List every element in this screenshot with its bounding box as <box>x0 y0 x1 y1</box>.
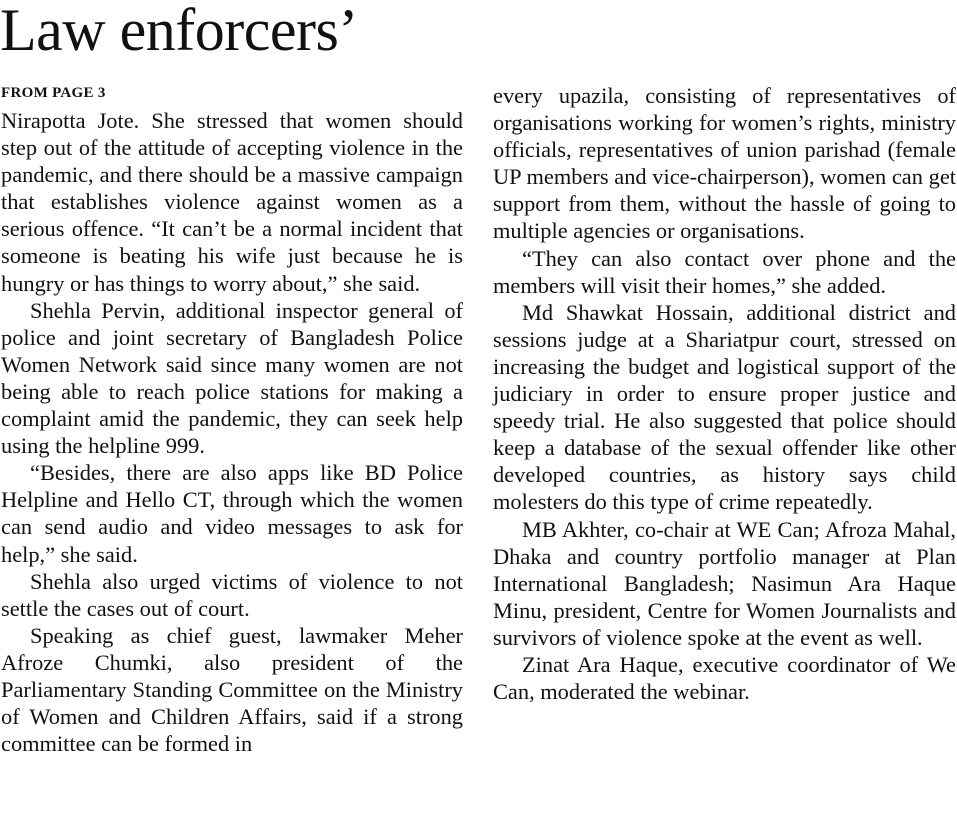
paragraph: Shehla Pervin, additional inspector general of police and joint secretary of Bangladesh Police Women Network said since many women are not being able to reach police stations for making a complaint amid the pandemic, they can seek help using the helpline 999. <box>1 297 463 459</box>
headline: Law enforcers’ <box>0 0 358 63</box>
paragraph: “They can also contact over phone and the members will visit their homes,” she added. <box>493 245 956 298</box>
paragraph: Zinat Ara Haque, executive coordinator of We Can, moderated the webinar. <box>493 651 956 705</box>
right-column <box>493 82 956 705</box>
paragraph: “Besides, there are also apps like BD Police Helpline and Hello CT, through which the women can send audio and video messages to ask for help,” she said. <box>1 460 463 567</box>
continued-from-label: FROM PAGE 3 <box>1 85 106 101</box>
left-column <box>1 107 463 757</box>
paragraph: Speaking as chief guest, lawmaker Meher Afroze Chumki, also president of the Parliamentary Standing Committee on the Ministry of Women and Children Affairs, said if a strong committee can be formed in <box>1 622 463 757</box>
paragraph: every upazila, consisting of representatives of organisations working for women’s rights, ministry officials, representatives of union parishad (female UP members and vice-chairperson), women can get support from them, without the hassle of going to multiple agencies or organisations. <box>493 83 956 244</box>
paragraph: Shehla also urged victims of violence to not settle the cases out of court. <box>1 568 463 621</box>
paragraph: Md Shawkat Hossain, additional district and sessions judge at a Shariatpur court, stressed on increasing the budget and logistical support of the judiciary in order to ensure proper justice and speedy trial. He also suggested that police should keep a database of the sexual offender like other developed countries, as history says child molesters do this type of crime repeatedly. <box>493 299 956 515</box>
paragraph: MB Akhter, co-chair at WE Can; Afroza Mahal, Dhaka and country portfolio manager at Plan International Bangladesh; Nasimun Ara Haque Minu, president, Centre for Women Journalists and survivors of violence spoke at the event as well. <box>493 516 956 650</box>
paragraph: Nirapotta Jote. She stressed that women should step out of the attitude of accepting violence in the pandemic, and there should be a massive campaign that establishes violence against women as a serious offence. “It can’t be a normal incident that someone is beating his wife just because he is hungry or has things to worry about,” she said. <box>1 108 463 296</box>
